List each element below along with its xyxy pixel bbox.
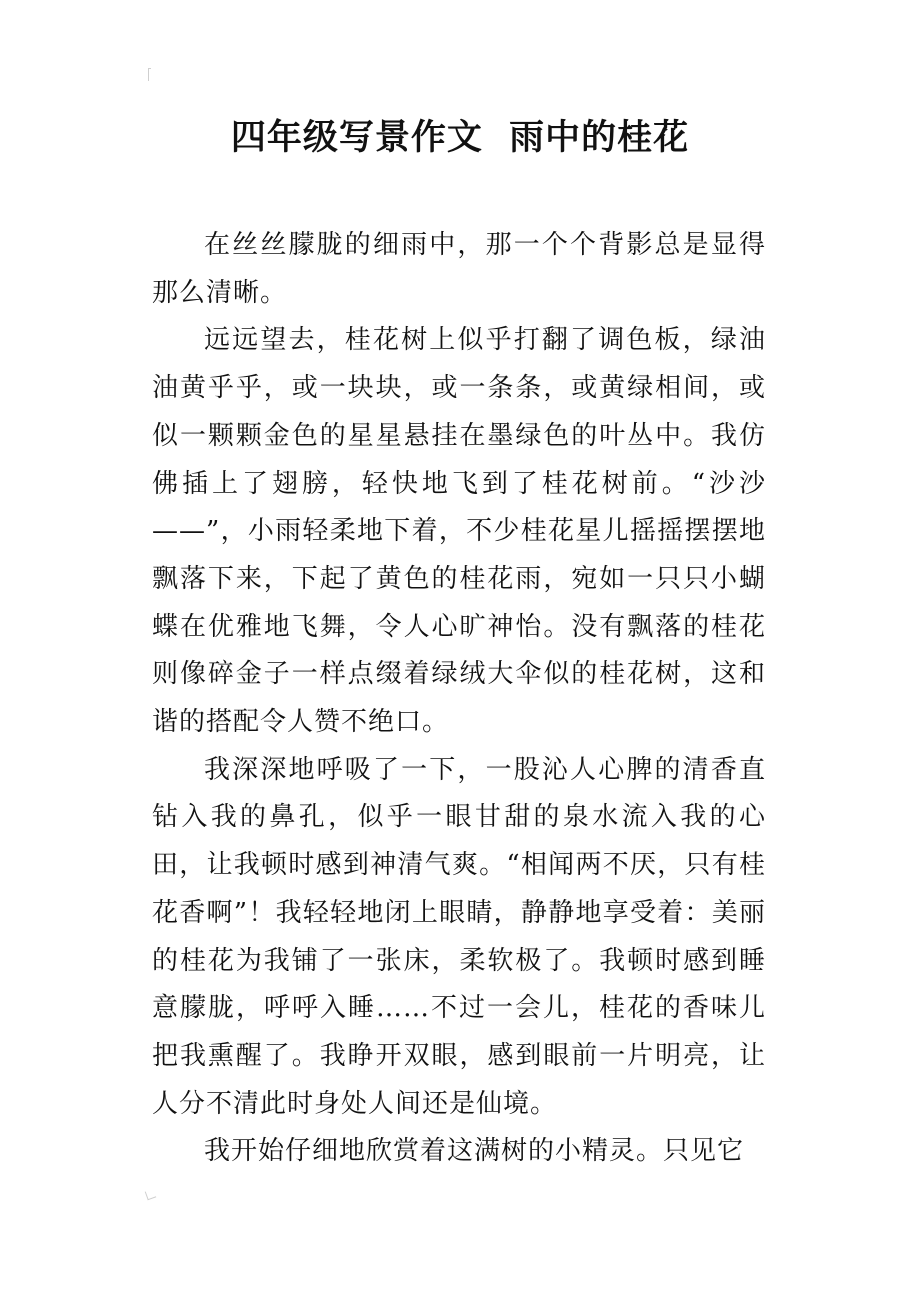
paragraph-3: 我深深地呼吸了一下，一股沁人心脾的清香直钻入我的鼻孔，似乎一眼甘甜的泉水流入我的心田，让我顿时感到神清气爽。“相闻两不厌，只有桂花香啊”！我轻轻地闭上眼睛，静静地享受着：美丽的桂花为我铺了一张床，柔软极了。我顿时感到睡意朦胧，呼呼入睡……不过一会儿，桂花的香味儿把我熏醒了。我睁开双眼，感到眼前一片明亮，让人分不清此时身处人间还是仙境。 bbox=[152, 754, 766, 1119]
paragraph-2: 远远望去，桂花树上似乎打翻了调色板，绿油油黄乎乎，或一块块，或一条条，或黄绿相间，或似一颗颗金色的星星悬挂在墨绿色的叶丛中。我仿佛插上了翅膀，轻快地飞到了桂花树前。“沙沙——”，小雨轻柔地下着，不少桂花星儿摇摇摆摆地飘落下来，下起了黄色的桂花雨，宛如一只只小蝴蝶在优雅地飞舞，令人心旷神怡。没有飘落的桂花则像碎金子一样点缀着绿绒大伞似的桂花树，这和谐的搭配令人赞不绝口。 bbox=[152, 325, 766, 738]
paragraph-1: 在丝丝朦胧的细雨中，那一个个背影总是显得那么清晰。 bbox=[152, 230, 766, 308]
document-body bbox=[152, 222, 766, 1176]
crop-mark-bottom-left bbox=[145, 1189, 157, 1201]
document-title: 四年级写景作文 雨中的桂花 bbox=[230, 118, 690, 158]
crop-mark-top-left bbox=[148, 68, 151, 81]
paragraph-4: 我开始仔细地欣赏着这满树的小精灵。只见它 bbox=[204, 1136, 745, 1167]
